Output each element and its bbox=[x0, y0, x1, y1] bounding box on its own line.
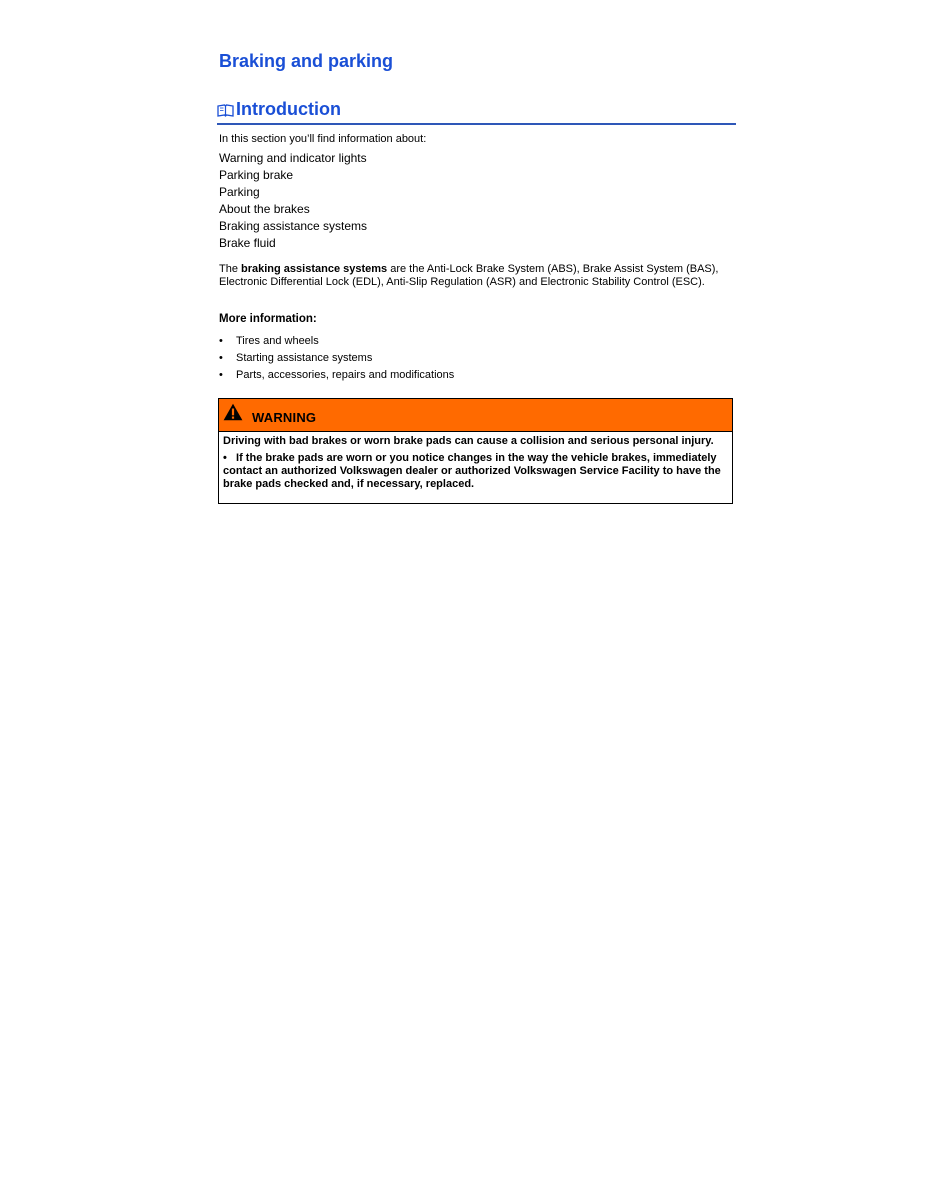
description-prefix: The bbox=[219, 263, 242, 275]
topic-item: Parking brake bbox=[219, 168, 294, 182]
more-information-item bbox=[219, 350, 454, 367]
topic-item: About the brakes bbox=[219, 202, 310, 216]
section-heading bbox=[217, 99, 736, 125]
warning-body bbox=[219, 432, 732, 491]
book-icon bbox=[217, 104, 234, 117]
description-suffix: are the Anti-Lock Brake System (ABS), Brake Assist System (BAS), Electronic Differential Lock (EDL), Anti-Slip Regulation (ASR) and Electronic Stability Control (ESC). bbox=[219, 263, 719, 288]
more-information-item-label: Tires and wheels bbox=[236, 335, 319, 347]
more-information-list bbox=[219, 333, 454, 384]
intro-text: In this section you’ll find information about: bbox=[219, 133, 427, 145]
topic-item: Braking assistance systems bbox=[219, 219, 368, 233]
bullet-icon: • bbox=[223, 452, 227, 464]
warning-triangle-icon bbox=[223, 403, 243, 421]
warning-lead-text: Driving with bad brakes or worn brake pads can cause a collision and serious personal injury. bbox=[223, 435, 714, 447]
more-information-item-label: Parts, accessories, repairs and modifications bbox=[236, 369, 455, 381]
description-paragraph bbox=[219, 263, 731, 289]
description-bold-term: braking assistance systems bbox=[241, 263, 388, 275]
topic-item: Warning and indicator lights bbox=[219, 151, 367, 165]
topic-item: Brake fluid bbox=[219, 236, 276, 250]
warning-item-text: If the brake pads are worn or you notice changes in the way the vehicle brakes, immediately contact an authorized Volkswagen dealer or authorized Volkswagen Service Facility to have the brake pads checked and, if necessary, replaced. bbox=[223, 452, 721, 490]
more-information-label: More information: bbox=[219, 313, 317, 325]
section-title: Introduction bbox=[236, 99, 341, 119]
bullet-icon: • bbox=[219, 352, 223, 364]
bullet-icon: • bbox=[219, 369, 223, 381]
warning-item bbox=[223, 452, 724, 491]
topic-item: Parking bbox=[219, 185, 260, 199]
warning-header bbox=[219, 399, 732, 432]
more-information-item-label: Starting assistance systems bbox=[236, 352, 373, 364]
warning-title: WARNING bbox=[252, 410, 317, 425]
chapter-title: Braking and parking bbox=[219, 51, 394, 71]
topic-list bbox=[219, 150, 367, 252]
more-information-item bbox=[219, 367, 454, 384]
more-information-item bbox=[219, 333, 454, 350]
bullet-icon: • bbox=[219, 335, 223, 347]
warning-box bbox=[218, 398, 733, 504]
